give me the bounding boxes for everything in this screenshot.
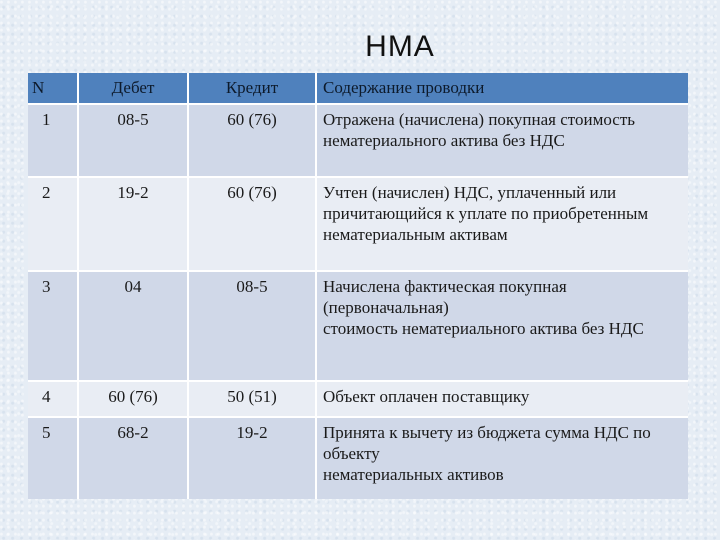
cell-debit: 19-2 xyxy=(78,177,188,271)
table-row xyxy=(28,381,688,417)
cell-n: 4 xyxy=(28,381,78,417)
cell-n: 1 xyxy=(28,104,78,177)
table-header-row xyxy=(28,73,688,104)
entries-table xyxy=(28,73,688,499)
content-line: (первоначальная) xyxy=(323,298,449,317)
cell-content xyxy=(316,271,688,381)
content-line: нематериальным активам xyxy=(323,225,508,244)
page-title: НМА xyxy=(365,30,435,63)
content-line: стоимость нематериального актива без НДС xyxy=(323,319,644,338)
content-line: Учтен (начислен) НДС, уплаченный или xyxy=(323,183,617,202)
header-debit: Дебет xyxy=(78,73,188,104)
table-row xyxy=(28,417,688,499)
cell-debit: 08-5 xyxy=(78,104,188,177)
table-row xyxy=(28,104,688,177)
cell-credit: 08-5 xyxy=(188,271,316,381)
table-row xyxy=(28,177,688,271)
content-line: Принята к вычету из бюджета сумма НДС по xyxy=(323,423,651,442)
cell-credit: 19-2 xyxy=(188,417,316,499)
content-line: Начислена фактическая покупная xyxy=(323,277,567,296)
cell-content xyxy=(316,381,688,417)
content-line: объекту xyxy=(323,444,380,463)
cell-n: 2 xyxy=(28,177,78,271)
header-credit: Кредит xyxy=(188,73,316,104)
content-line: Объект оплачен поставщику xyxy=(323,387,530,406)
content-line: нематериального актива без НДС xyxy=(323,131,565,150)
header-content: Содержание проводки xyxy=(316,73,688,104)
cell-credit: 50 (51) xyxy=(188,381,316,417)
cell-n: 3 xyxy=(28,271,78,381)
cell-n: 5 xyxy=(28,417,78,499)
content-line: Отражена (начислена) покупная стоимость xyxy=(323,110,636,129)
cell-content xyxy=(316,177,688,271)
cell-debit: 68-2 xyxy=(78,417,188,499)
content-line: нематериальных активов xyxy=(323,465,504,484)
cell-content xyxy=(316,104,688,177)
cell-content xyxy=(316,417,688,499)
cell-debit: 04 xyxy=(78,271,188,381)
cell-credit: 60 (76) xyxy=(188,104,316,177)
cell-debit: 60 (76) xyxy=(78,381,188,417)
table-row xyxy=(28,271,688,381)
cell-credit: 60 (76) xyxy=(188,177,316,271)
content-line: причитающийся к уплате по приобретенным xyxy=(323,204,649,223)
header-n: N xyxy=(28,73,78,104)
